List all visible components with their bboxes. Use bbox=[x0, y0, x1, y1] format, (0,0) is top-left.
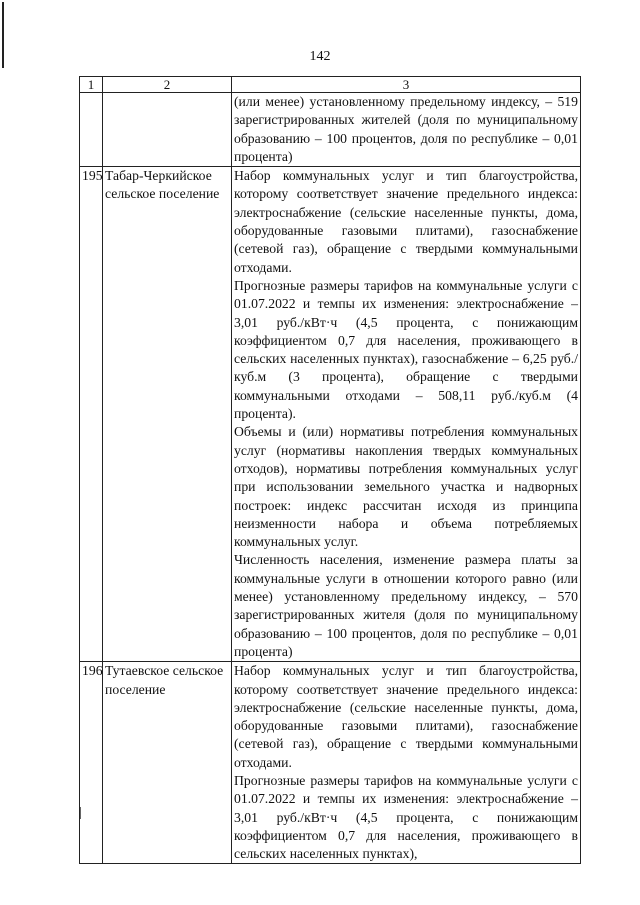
description-paragraph: Численность населения, изменение размера платы за коммунальные услуги в отношении которого равно (или менее) установленному предельному индексу, – 570 зарегистрированных жителя (доля по муниципальному образованию – 100 процентов, доля по республике – 0,01 процента) bbox=[234, 552, 578, 659]
description-cell bbox=[232, 167, 581, 662]
header-col-3: 3 bbox=[232, 77, 581, 93]
description-cell bbox=[232, 662, 581, 864]
description-paragraph: Объемы и (или) нормативы потребления коммунальных услуг (нормативы накопления твердых коммунальных отходов), нормативы потребления коммунальных услуг при использовании земельного участка и надворных построек: индекс рассчитан исходя из принципа неизменности набора и объема потребляемых коммунальных услуг. bbox=[234, 424, 578, 550]
municipality-cell bbox=[103, 93, 232, 167]
description-paragraph: Прогнозные размеры тарифов на коммунальные услуги с 01.07.2022 и темпы их изменения: электроснабжение – 3,01 руб./кВт·ч (4,5 процента, с понижающим коэффициентом 0,7 для населения, проживающего в сельских населенных пунктах), газоснабжение – 6,25 руб./куб.м (3 процента), обращение с твердыми коммунальными отходами – 508,11 руб./куб.м (4 процента). bbox=[234, 277, 578, 422]
row-number: 195 bbox=[80, 167, 103, 662]
table-row-196 bbox=[80, 662, 581, 864]
tariff-table bbox=[79, 76, 581, 864]
table-header-row bbox=[80, 77, 581, 93]
description-cell bbox=[232, 93, 581, 167]
table-row-continuation bbox=[80, 93, 581, 167]
header-col-1: 1 bbox=[80, 77, 103, 93]
municipality-name: Табар-Черкийское сельское поселение bbox=[103, 167, 232, 662]
row-number: 196 bbox=[80, 662, 103, 864]
scan-artifact-mark bbox=[80, 807, 81, 819]
description-paragraph: (или менее) установленному предельному индексу, – 519 зарегистрированных жителей (доля по муниципальному образованию – 100 процентов, доля по республике – 0,01 процента) bbox=[234, 94, 578, 164]
page-number: 142 bbox=[309, 49, 331, 64]
description-paragraph: Прогнозные размеры тарифов на коммунальные услуги с 01.07.2022 и темпы их изменения: электроснабжение – 3,01 руб./кВт·ч (4,5 процента, с понижающим коэффициентом 0,7 для населения, проживающего в сельских населенных пунктах), bbox=[234, 772, 578, 862]
municipality-name: Тутаевское сельское поселение bbox=[103, 662, 232, 864]
row-number-cell bbox=[80, 93, 103, 167]
description-paragraph: Набор коммунальных услуг и тип благоустройства, которому соответствует значение предельного индекса: электроснабжение (сельские населенные пункты, дома, оборудованные газовыми плитами), газоснабжение (сетевой газ), обращение с твердыми коммунальными отходами. bbox=[234, 168, 578, 275]
table-row-195 bbox=[80, 167, 581, 662]
description-paragraph: Набор коммунальных услуг и тип благоустройства, которому соответствует значение предельного индекса: электроснабжение (сельские населенные пункты, дома, оборудованные газовыми плитами), газоснабжение (сетевой газ), обращение с твердыми коммунальными отходами. bbox=[234, 663, 578, 770]
header-col-2: 2 bbox=[103, 77, 232, 93]
